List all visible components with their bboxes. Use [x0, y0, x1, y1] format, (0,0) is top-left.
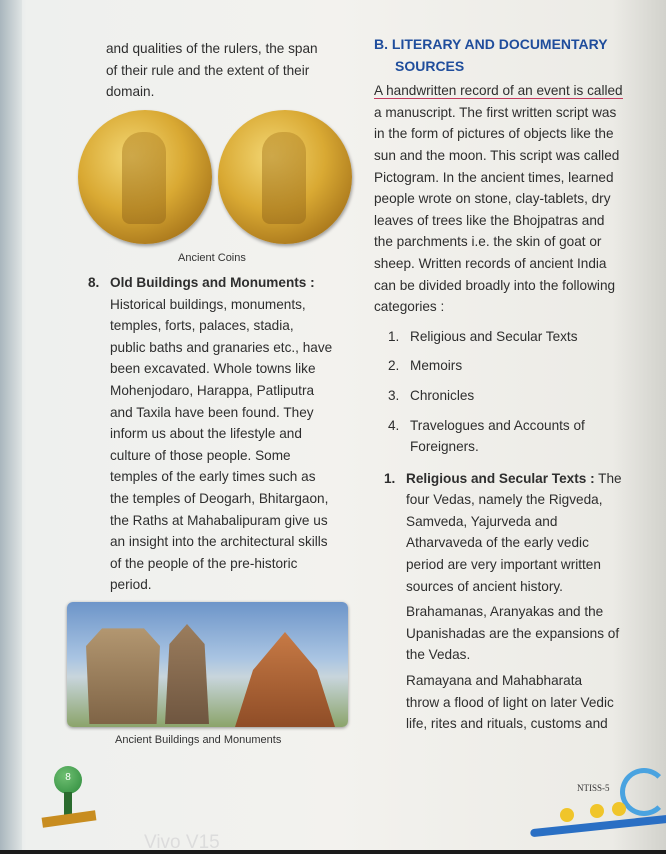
list-text: Religious and Secular Texts — [410, 328, 578, 344]
list-text-cont: Foreigners. — [410, 439, 479, 455]
intro-line: domain. — [106, 84, 155, 100]
body-line: four Vedas, namely the Rigveda, — [406, 492, 603, 508]
body-line: public baths and granaries etc., have — [110, 339, 333, 355]
body-line: A handwritten record of an event is called — [374, 83, 623, 99]
list-item — [388, 355, 656, 377]
coin-right — [218, 110, 352, 244]
list-item — [388, 326, 656, 348]
body-line: Samveda, Yajurveda and — [406, 513, 558, 529]
body-line: Historical buildings, monuments, — [110, 296, 306, 312]
left-column — [106, 38, 358, 103]
body-line: the Raths at Mahabalipuram give us — [110, 512, 328, 528]
section-8-body — [88, 294, 358, 596]
body-line: temples of the early times such as — [110, 469, 316, 485]
page-number: 8 — [65, 772, 71, 783]
body-line: an insight into the architectural skills — [110, 534, 328, 550]
subsection-number: 1. — [384, 470, 396, 486]
subsection-title: Religious and Secular Texts : — [406, 470, 595, 486]
list-number: 4. — [388, 417, 400, 433]
body-line: sources of ancient history. — [406, 578, 563, 594]
body-line: sun and the moon. This script was called — [374, 147, 620, 163]
body-line: the Vedas. — [406, 647, 471, 663]
list-item — [388, 415, 656, 458]
section-8-title: Old Buildings and Monuments : — [110, 275, 315, 290]
subsection-1-heading — [384, 468, 656, 490]
body-line: of the people of the pre-historic — [110, 555, 298, 571]
list-item — [388, 385, 656, 407]
body-line: been excavated. Whole towns like — [110, 361, 316, 377]
section-8-number: 8. — [88, 275, 100, 290]
subsection-1 — [374, 468, 656, 735]
body-line: Mohenjodaro, Harappa, Patliputra — [110, 382, 315, 398]
section-b-heading: B. LITERARY AND DOCUMENTARY — [374, 36, 608, 52]
body-line: throw a flood of light on later Vedic — [406, 694, 614, 710]
list-text: Memoirs — [410, 358, 463, 374]
intro-paragraph — [374, 80, 656, 318]
temple-shape — [165, 624, 209, 724]
subsection-title-tail: The — [598, 470, 622, 486]
body-line: people wrote on stone, clay-tablets, dry — [374, 191, 611, 207]
monuments-image — [67, 602, 348, 727]
section-8-heading — [88, 272, 358, 294]
body-line: categories : — [374, 299, 445, 315]
section-b-heading-2: SOURCES — [395, 57, 465, 74]
intro-line: of their rule and the extent of their — [106, 62, 310, 78]
coin-left — [78, 110, 212, 244]
body-line: Ramayana and Mahabharata — [406, 673, 583, 689]
body-line: and Taxila have been found. They — [110, 404, 314, 420]
body-line: period. — [110, 577, 152, 593]
list-number: 2. — [388, 358, 400, 374]
coins-caption: Ancient Coins — [178, 252, 246, 264]
temple-shape — [81, 620, 165, 724]
body-line: the temples of Deogarh, Bhitargaon, — [110, 490, 329, 506]
temple-shape — [235, 632, 335, 727]
body-line: Atharvaveda of the early vedic — [406, 535, 589, 551]
list-number: 1. — [388, 328, 400, 344]
monuments-caption: Ancient Buildings and Monuments — [115, 734, 282, 746]
body-line: a manuscript. The first written script was — [374, 104, 617, 120]
book-code: NTISS-5 — [577, 783, 610, 793]
body-line: life, rites and rituals, customs and — [406, 716, 608, 732]
body-line: temples, forts, palaces, stadia, — [110, 318, 294, 334]
list-text: Chronicles — [410, 387, 475, 403]
body-line: leaves of trees like the Bhojpatras and — [374, 212, 605, 228]
body-line: in the form of pictures of objects like the — [374, 126, 614, 142]
categories-list — [374, 326, 656, 458]
camera-watermark: Vivo V15 — [144, 832, 220, 853]
decorative-branch-graphic — [520, 792, 666, 844]
body-line: period are very important written — [406, 557, 601, 573]
body-line: Brahamanas, Aranyakas and the — [406, 604, 604, 620]
section-8 — [88, 272, 358, 596]
page-binding — [0, 0, 22, 850]
intro-line: and qualities of the rulers, the span — [106, 41, 318, 56]
page-number-logo — [40, 762, 100, 832]
list-number: 3. — [388, 387, 400, 403]
body-line: culture of those people. Some — [110, 447, 291, 463]
body-line: sheep. Written records of ancient India — [374, 255, 607, 271]
body-line: can be divided broadly into the following — [374, 277, 616, 293]
body-line: the parchments i.e. the skin of goat or — [374, 234, 602, 250]
subsection-1-body — [384, 489, 656, 735]
body-line: inform us about the lifestyle and — [110, 426, 302, 442]
list-text: Travelogues and Accounts of — [410, 417, 585, 433]
right-column — [374, 34, 656, 735]
body-line: Pictogram. In the ancient times, learned — [374, 169, 614, 185]
ancient-coins-image — [78, 110, 352, 252]
body-line: Upanishadas are the expansions of — [406, 625, 620, 641]
